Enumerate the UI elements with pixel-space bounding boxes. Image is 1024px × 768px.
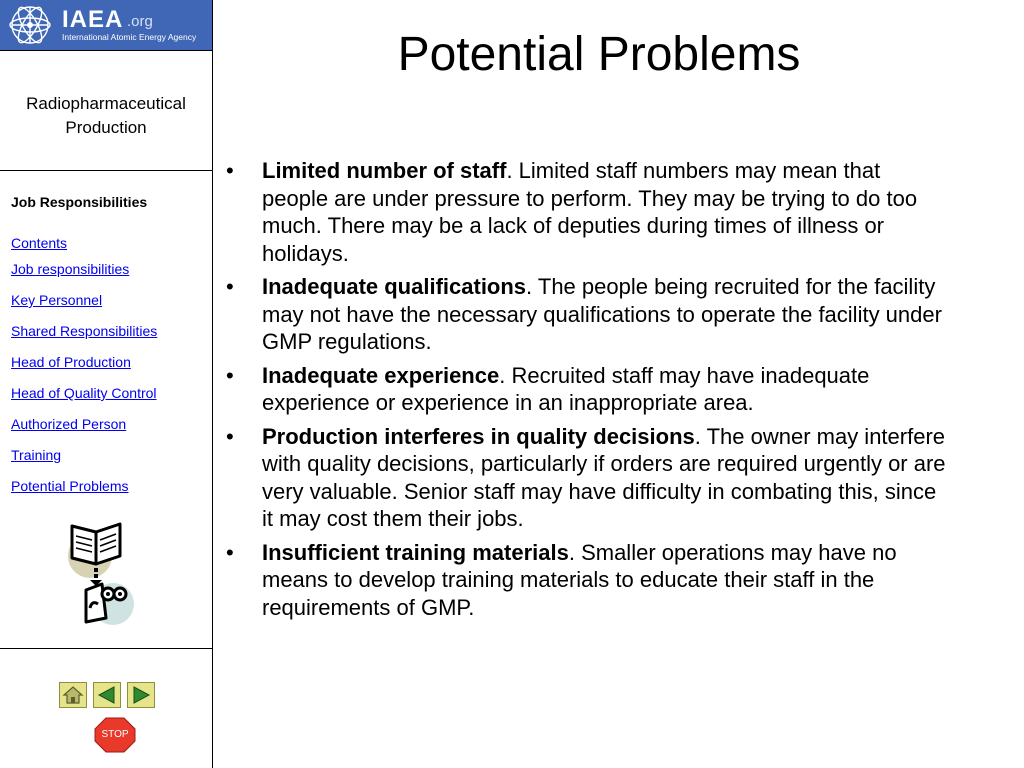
- bullet-text: . Limited staff numbers may mean that people are under pressure to perform. They may be trying to do too much. There may be a lack of deputies during times of illness or holidays.: [262, 158, 918, 266]
- divider: [0, 648, 212, 649]
- back-button[interactable]: [93, 682, 121, 708]
- course-title: Radiopharmaceutical Production: [26, 94, 186, 137]
- bullet-glyph: •: [226, 158, 234, 183]
- bullet-item: [226, 362, 946, 417]
- bullet-item: [226, 423, 946, 533]
- bullet-item: [226, 539, 946, 622]
- nav-list: [11, 235, 157, 509]
- book-and-reader-icon: [66, 518, 138, 630]
- home-icon: [60, 683, 86, 707]
- bullet-term: Inadequate qualifications: [262, 274, 527, 299]
- bullet-glyph: •: [226, 539, 234, 565]
- divider: [0, 50, 212, 51]
- nav-link-job-responsibilities[interactable]: Job responsibilities: [11, 261, 130, 277]
- nav-heading: Job Responsibilities: [11, 194, 148, 210]
- bullet-glyph: •: [226, 362, 234, 388]
- nav-link-contents[interactable]: Contents: [11, 235, 68, 251]
- bullet-text: . The people being recruited for the facility may not have the necessary qualifications to operate the facility under GMP regulations.: [262, 274, 942, 354]
- stop-button[interactable]: [94, 717, 136, 753]
- arrow-right-icon: [128, 683, 154, 707]
- divider: [0, 170, 212, 171]
- bullet-term: Limited number of staff: [262, 158, 507, 183]
- bullet-list: [226, 157, 946, 627]
- bullet-text: . Recruited staff may have inadequate experience or experience in an inappropriate area.: [262, 362, 870, 415]
- bullet-text: . The owner may interfere with quality decisions, particularly if orders are required urgently or are very valuable. Senior staff may have difficulty in combating this, since it may cost them their jobs.: [262, 423, 946, 531]
- bullet-item: [226, 273, 946, 356]
- nav-link-authorized-person[interactable]: Authorized Person: [11, 416, 127, 432]
- bullet-term: Production interferes in quality decisions: [262, 423, 695, 449]
- arrow-left-icon: [94, 683, 120, 707]
- nav-link-head-of-production[interactable]: Head of Production: [11, 354, 131, 370]
- nav-link-key-personnel[interactable]: Key Personnel: [11, 292, 103, 308]
- slide-title: Potential Problems: [397, 28, 801, 81]
- bullet-item: [226, 157, 946, 267]
- nav-link-head-of-quality-control[interactable]: Head of Quality Control: [11, 385, 157, 401]
- logo-agency: International Atomic Energy Agency: [62, 32, 197, 42]
- iaea-logo[interactable]: [0, 0, 212, 50]
- bullet-glyph: •: [226, 423, 234, 449]
- atom-globe-icon: [4, 3, 56, 47]
- forward-button[interactable]: [127, 682, 155, 708]
- bullet-term: Insufficient training materials: [262, 539, 569, 565]
- nav-link-shared-responsibilities[interactable]: Shared Responsibilities: [11, 323, 158, 339]
- stop-label: STOP: [101, 729, 129, 740]
- nav-link-potential-problems[interactable]: Potential Problems: [11, 478, 129, 494]
- logo-domain: .org: [127, 13, 153, 30]
- bullet-text: . Smaller operations may have no means to develop training materials to educate their staff in the requirements of GMP.: [262, 539, 897, 620]
- home-button[interactable]: [59, 682, 87, 708]
- bullet-glyph: •: [226, 274, 234, 299]
- bullet-term: Inadequate experience: [262, 362, 500, 388]
- nav-link-training[interactable]: Training: [11, 447, 62, 463]
- logo-name: IAEA: [62, 6, 124, 33]
- slide-nav-buttons: [59, 682, 159, 708]
- sidebar: [0, 0, 213, 768]
